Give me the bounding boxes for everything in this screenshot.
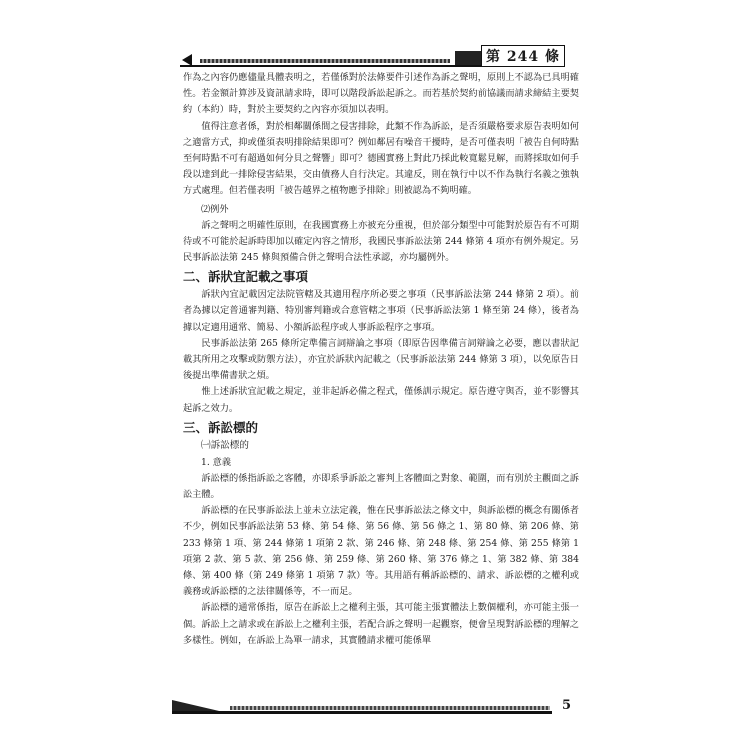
- paragraph-5: 民事訴訟法第 265 條所定準備言詞辯論之事項（即原告因準備言詞辯論之必要，應以書狀記載其所用之攻擊或防禦方法），亦宜於訴狀內記載之（民事訴訟法第 244 條第 3 項），以免原告日後提出準備書狀之煩。: [183, 337, 579, 382]
- paragraph-7: 訴訟標的係指訴訟之客體，亦即系爭訴訟之審判上客體面之對象、範圍，而有別於主觀面之訴訟主體。: [183, 472, 579, 501]
- item-heading: 1. 意義: [201, 456, 232, 468]
- footer-rule: [172, 711, 552, 714]
- chapter-label: 第 244 條: [486, 49, 560, 65]
- header-decoration: [200, 59, 450, 63]
- paragraph-1: 作為之內容仍應儘量具體表明之，若僅係對於法條要件引述作為訴之聲明，原則上不認為已具明確性。若金額計算涉及資訊請求時，即可以階段訴訟起訴之。而若基於契約前協議而請求締結主要契約（本約）時，對於主要契約之內容亦須加以表明。: [183, 72, 579, 116]
- paragraph-8: 訴訟標的在民事訴訟法上並未立法定義，惟在民事訴訟法之條文中，與訴訟標的概念有關係者不少，例如民事訴訟法第 53 條、第 54 條、第 56 條、第 56 條之 1、第 80 條、第 206 條、第 233 條第 1 項、第 244 條第 1 項第 2 款、第 246 條、第 248 條、第 254 條、第 255 條第 1 項第 2 款、第 5 款、第 256 條、第 259 條、第 260 條、第 376 條之 1、第 382 條、第 384 條、第 400 條（第 249 條第 1 項第 7 款）等。其用語有稱訴訟標的、請求、訴訟標的之權利或義務或訴訟標的之法律關係等，不一而足。: [183, 505, 579, 598]
- paragraph-6: 惟上述訴狀宜記載之規定，並非起訴必備之程式，僅係訓示規定。原告遵守與否，並不影響其起訴之效力。: [183, 386, 579, 414]
- subheading-exception: ⑵例外: [201, 203, 229, 215]
- paragraph-9: 訴訟標的通常係指，原告在訴訟上之權利主張，其可能主張實體法上數個權利，亦可能主張一個。訴訟上之請求或在訴訟上之權利主張，若配合訴之聲明一起觀察，便會呈現對訴訟標的理解之多樣性。例如，在訴訟上為單一請求，其實體請求權可能係單: [183, 602, 579, 646]
- page-number: 5: [562, 698, 572, 713]
- header-block: [455, 51, 481, 65]
- footer-decoration: [230, 706, 550, 710]
- section-heading-3: 三、訴訟標的: [183, 419, 259, 435]
- subsection-heading: ㈠訴訟標的: [201, 439, 249, 451]
- paragraph-2: 值得注意者係，對於相鄰關係間之侵害排除，此類不作為訴訟，是否須嚴格要求原告表明如何之適當方式，抑或僅須表明排除結果即可？例如鄰居有噪音干擾時，是否可僅表明「被告自何時點至何時點不可有超過如何分貝之聲響」即可？德國實務上對此乃採此較寬鬆見解，而將採取如何手段以達到此一排除侵害結果，交由債務人自行決定。其違反，則在執行中以不作為執行名義之強執方式處理。但若僅表明「被告越界之植物應予排除」則被認為不夠明確。: [183, 120, 579, 197]
- paragraph-4: 訴狀內宜記載因定法院管轄及其適用程序所必要之事項（民事訴訟法第 244 條第 2 項）。前者為據以定普通審判籍、特別審判籍或合意管轄之事項（民事訴訟法第 1 條至第 24 條），後者為據以定適用通常、簡易、小額訴訟程序或人事訴訟程序之事項。: [183, 289, 579, 333]
- page-body: [183, 70, 579, 649]
- section-heading-2: 二、訴狀宜記載之事項: [183, 269, 309, 285]
- chapter-label-box: [481, 45, 565, 66]
- paragraph-3: 訴之聲明之明確性原則，在我國實務上亦被充分重視，但於部分類型中可能對於原告有不可期待或不可能於起訴時即加以確定內容之情形，我國民事訴訟法第 244 條第 4 項亦有例外規定。另民事訴訟法第 245 條與預備合併之聲明合法性承認，亦均屬例外。: [183, 219, 579, 264]
